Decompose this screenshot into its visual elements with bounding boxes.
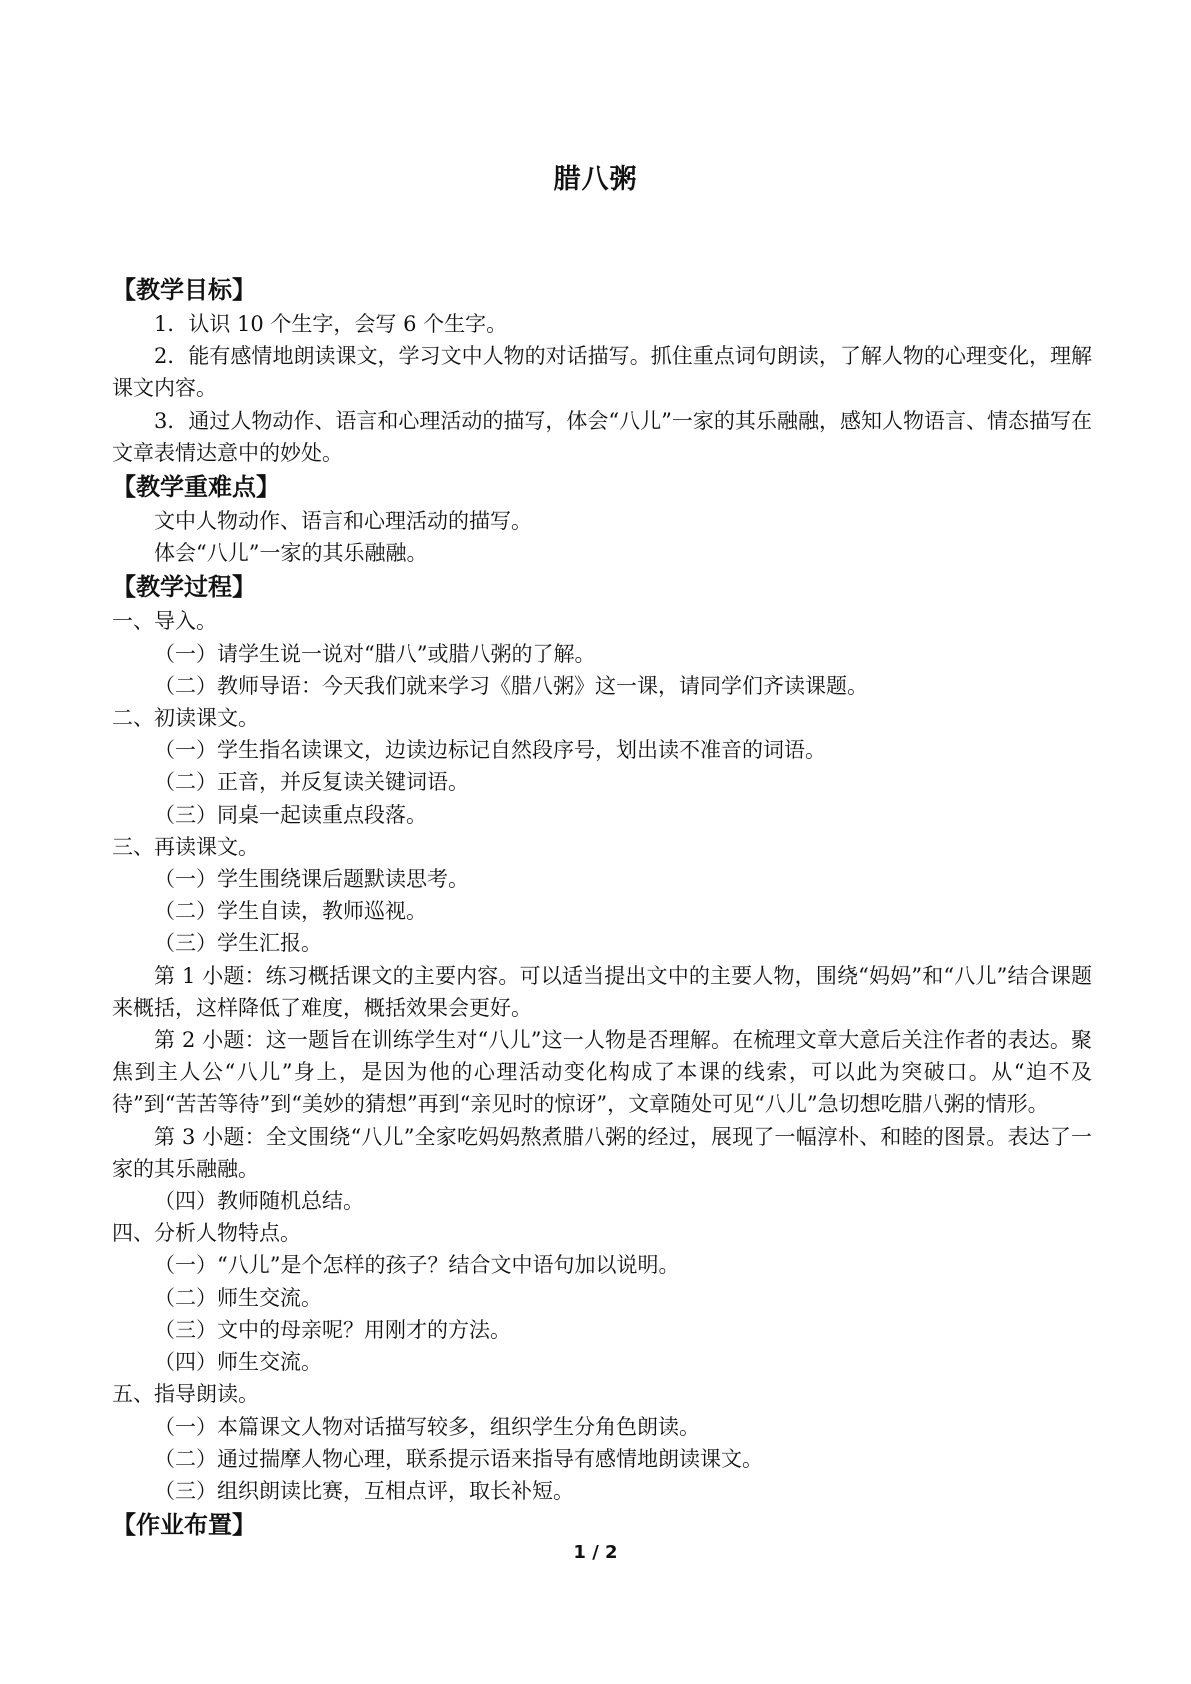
page-number: 1 / 2: [573, 1542, 618, 1563]
objective-item: 1．认识 10 个生字，会写 6 个生字。: [154, 312, 508, 336]
step-title: 四、分析人物特点。: [112, 1221, 301, 1246]
step-item: （二）师生交流。: [154, 1285, 322, 1310]
question-paragraph: 第 1 小题：练习概括课文的主要内容。可以适当提出文中的主要人物，围绕“妈妈”和“八儿”结合课题来概括，这样降低了难度，概括效果会更好。: [112, 963, 1092, 1020]
step-item: （三）同桌一起读重点段落。: [154, 802, 427, 827]
step-title: 二、初读课文。: [112, 706, 259, 731]
question-paragraph: 第 3 小题：全文围绕“八儿”全家吃妈妈熬煮腊八粥的经过，展现了一幅淳朴、和睦的图景。表达了一家的其乐融融。: [112, 1124, 1092, 1181]
step-item: （一）学生指名读课文，边读边标记自然段序号，划出读不准音的词语。: [154, 738, 826, 763]
step-item: （二）正音，并反复读关键词语。: [154, 770, 469, 795]
step-item: （一）学生围绕课后题默读思考。: [154, 867, 469, 892]
objective-item: 2．能有感情地朗读课文，学习文中人物的对话描写。抓住重点词句朗读，了解人物的心理变化，理解课文内容。: [112, 344, 1092, 401]
step-item: （二）教师导语：今天我们就来学习《腊八粥》这一课，请同学们齐读课题。: [154, 673, 868, 698]
question-paragraph: 第 2 小题：这一题旨在训练学生对“八儿”这一人物是否理解。在梳理文章大意后关注作者的表达。聚焦到主人公“八儿”身上，是因为他的心理活动变化构成了本课的线索，可以此为突破口。从“迫不及待”到“苦苦等待”到“美妙的猜想”再到“亲见时的惊讶”，文章随处可见“八儿”急切想吃腊八粥的情形。: [112, 1028, 1092, 1117]
step-item: （三）学生汇报。: [154, 931, 322, 956]
process-heading: 【教学过程】: [112, 573, 256, 602]
step-title: 一、导入。: [112, 609, 217, 634]
objective-item: 3．通过人物动作、语言和心理活动的描写，体会“八儿”一家的其乐融融，感知人物语言、情态描写在文章表情达意中的妙处。: [112, 408, 1092, 465]
step-item: （四）师生交流。: [154, 1350, 322, 1375]
step-item: （一）“八儿”是个怎样的孩子？结合文中语句加以说明。: [154, 1253, 680, 1278]
step-item: （二）学生自读，教师巡视。: [154, 899, 427, 924]
step-item: （二）通过揣摩人物心理，联系提示语来指导有感情地朗读课文。: [154, 1446, 763, 1471]
key-point-item: 文中人物动作、语言和心理活动的描写。: [154, 509, 532, 534]
step-item: （一）本篇课文人物对话描写较多，组织学生分角色朗读。: [154, 1414, 700, 1439]
step-item: （三）文中的母亲呢？用刚才的方法。: [154, 1317, 511, 1342]
step-item: （四）教师随机总结。: [154, 1189, 364, 1214]
document-body: [112, 272, 1092, 1543]
step-item: （一）请学生说一说对“腊八”或腊八粥的了解。: [154, 641, 596, 666]
page-title: 腊八粥: [553, 164, 638, 195]
step-item: （三）组织朗读比赛，互相点评，取长补短。: [154, 1478, 574, 1503]
step-title: 三、再读课文。: [112, 834, 259, 859]
step-title: 五、指导朗读。: [112, 1382, 259, 1407]
key-points-heading: 【教学重难点】: [112, 473, 280, 502]
homework-heading: 【作业布置】: [112, 1511, 256, 1540]
key-point-item: 体会“八儿”一家的其乐融融。: [154, 541, 428, 566]
objectives-heading: 【教学目标】: [112, 276, 256, 304]
